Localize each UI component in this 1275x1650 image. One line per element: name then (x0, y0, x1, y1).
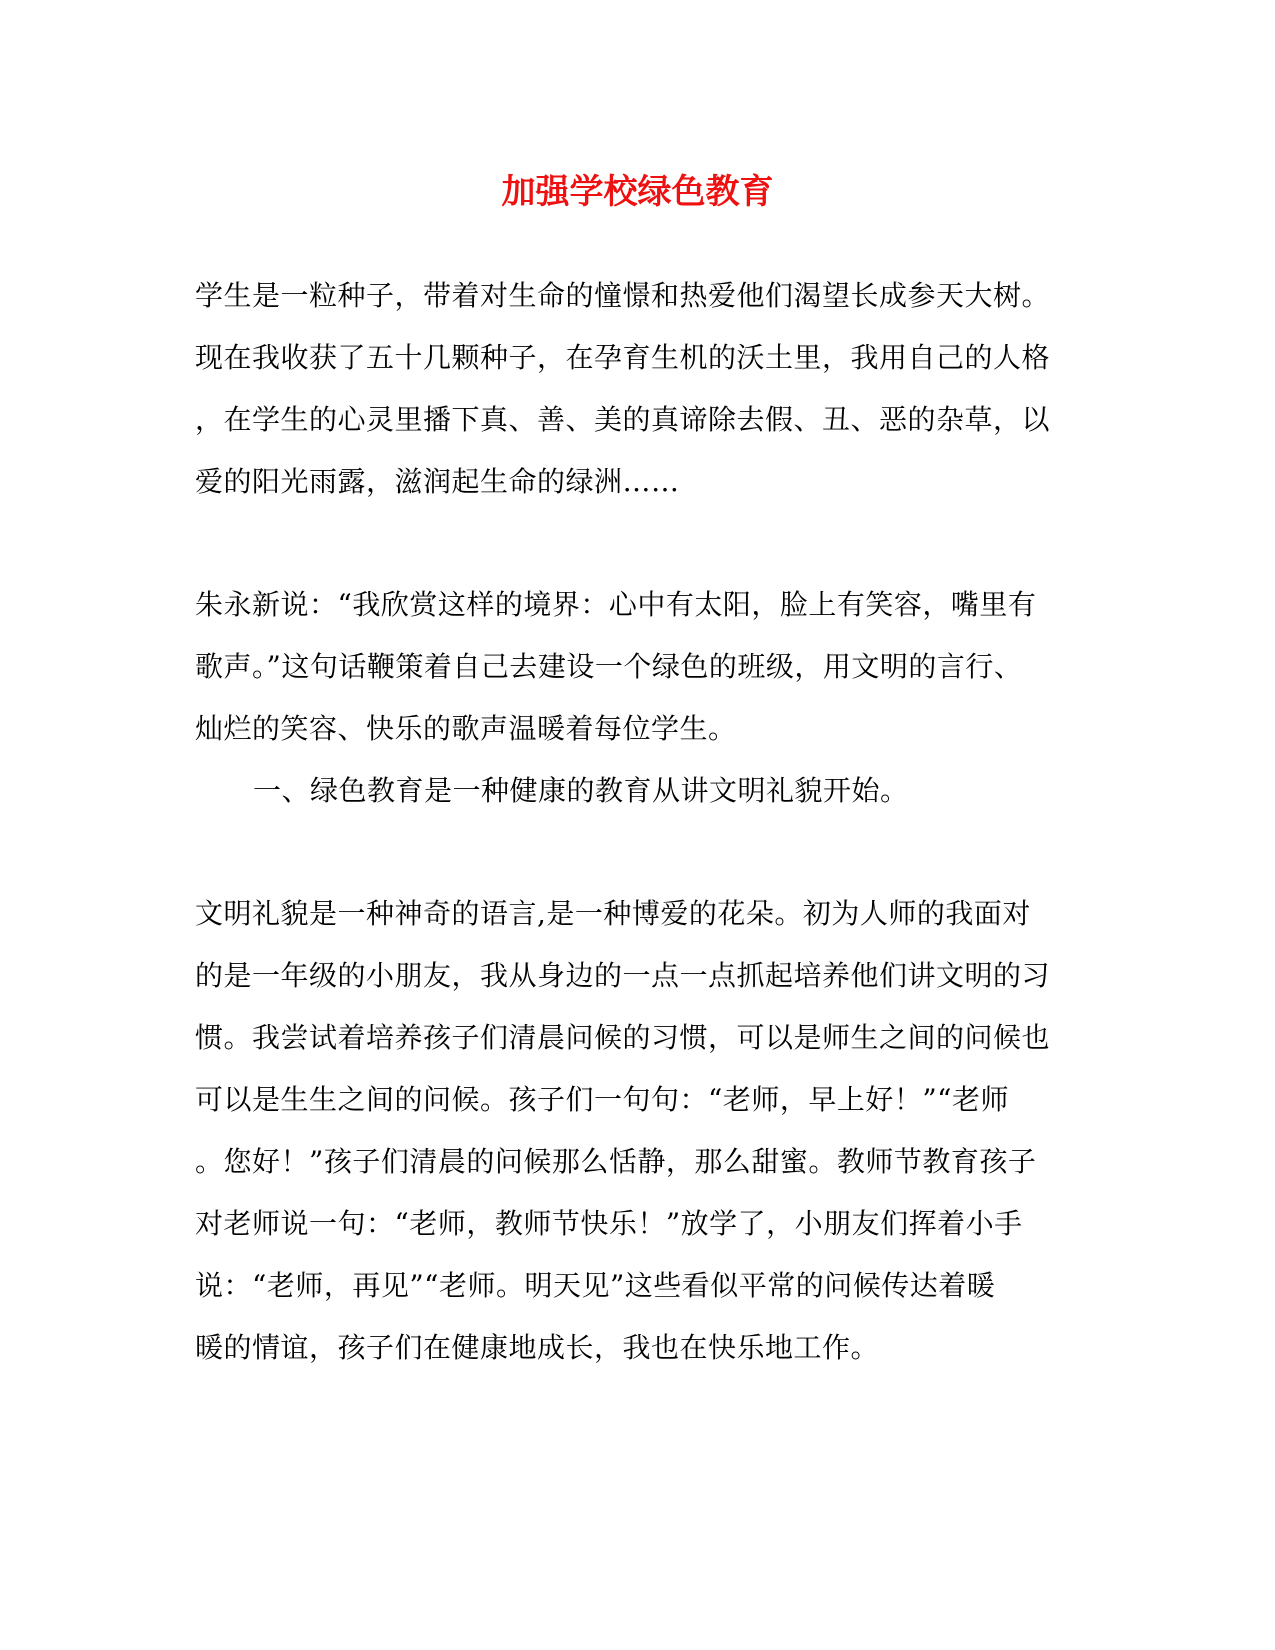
paragraph-4-line-4: 可以是生生之间的问候。孩子们一句句：“老师，早上好！”“老师 (195, 1083, 1009, 1116)
document-title: 加强学校绿色教育 (501, 172, 774, 212)
paragraph-2-line-3: 灿烂的笑容、快乐的歌声温暖着每位学生。 (195, 712, 737, 745)
paragraph-4-line-5: 。您好！”孩子们清晨的问候那么恬静，那么甜蜜。教师节教育孩子 (195, 1145, 1037, 1178)
paragraph-4-line-8: 暖的情谊，孩子们在健康地成长，我也在快乐地工作。 (195, 1331, 880, 1364)
paragraph-1-line-2: 现在我收获了五十几颗种子，在孕育生机的沃土里，我用自己的人格 (195, 341, 1051, 374)
paragraph-1-line-1: 学生是一粒种子，带着对生命的憧憬和热爱他们渴望长成参天大树。 (195, 279, 1051, 312)
paragraph-4-line-1: 文明礼貌是一种神奇的语言,是一种博爱的花朵。初为人师的我面对 (195, 897, 1031, 930)
paragraph-4-line-7: 说：“老师，再见”“老师。明天见”这些看似平常的问候传达着暖 (195, 1269, 996, 1302)
section-heading: 一、绿色教育是一种健康的教育从讲文明礼貌开始。 (253, 774, 909, 807)
paragraph-2-line-2: 歌声。”这句话鞭策着自己去建设一个绿色的班级，用文明的言行、 (195, 650, 1023, 683)
paragraph-4-line-2: 的是一年级的小朋友，我从身边的一点一点抓起培养他们讲文明的习 (195, 959, 1051, 992)
paragraph-1-line-3: ，在学生的心灵里播下真、善、美的真谛除去假、丑、恶的杂草，以 (195, 403, 1051, 436)
paragraph-1-line-4: 爱的阳光雨露，滋润起生命的绿洲…… (195, 465, 680, 498)
paragraph-2-line-1: 朱永新说：“我欣赏这样的境界：心中有太阳，脸上有笑容，嘴里有 (195, 588, 1037, 621)
paragraph-4-line-6: 对老师说一句：“老师，教师节快乐！”放学了，小朋友们挥着小手 (195, 1207, 1023, 1240)
paragraph-4-line-3: 惯。我尝试着培养孩子们清晨问候的习惯，可以是师生之间的问候也 (195, 1021, 1051, 1054)
